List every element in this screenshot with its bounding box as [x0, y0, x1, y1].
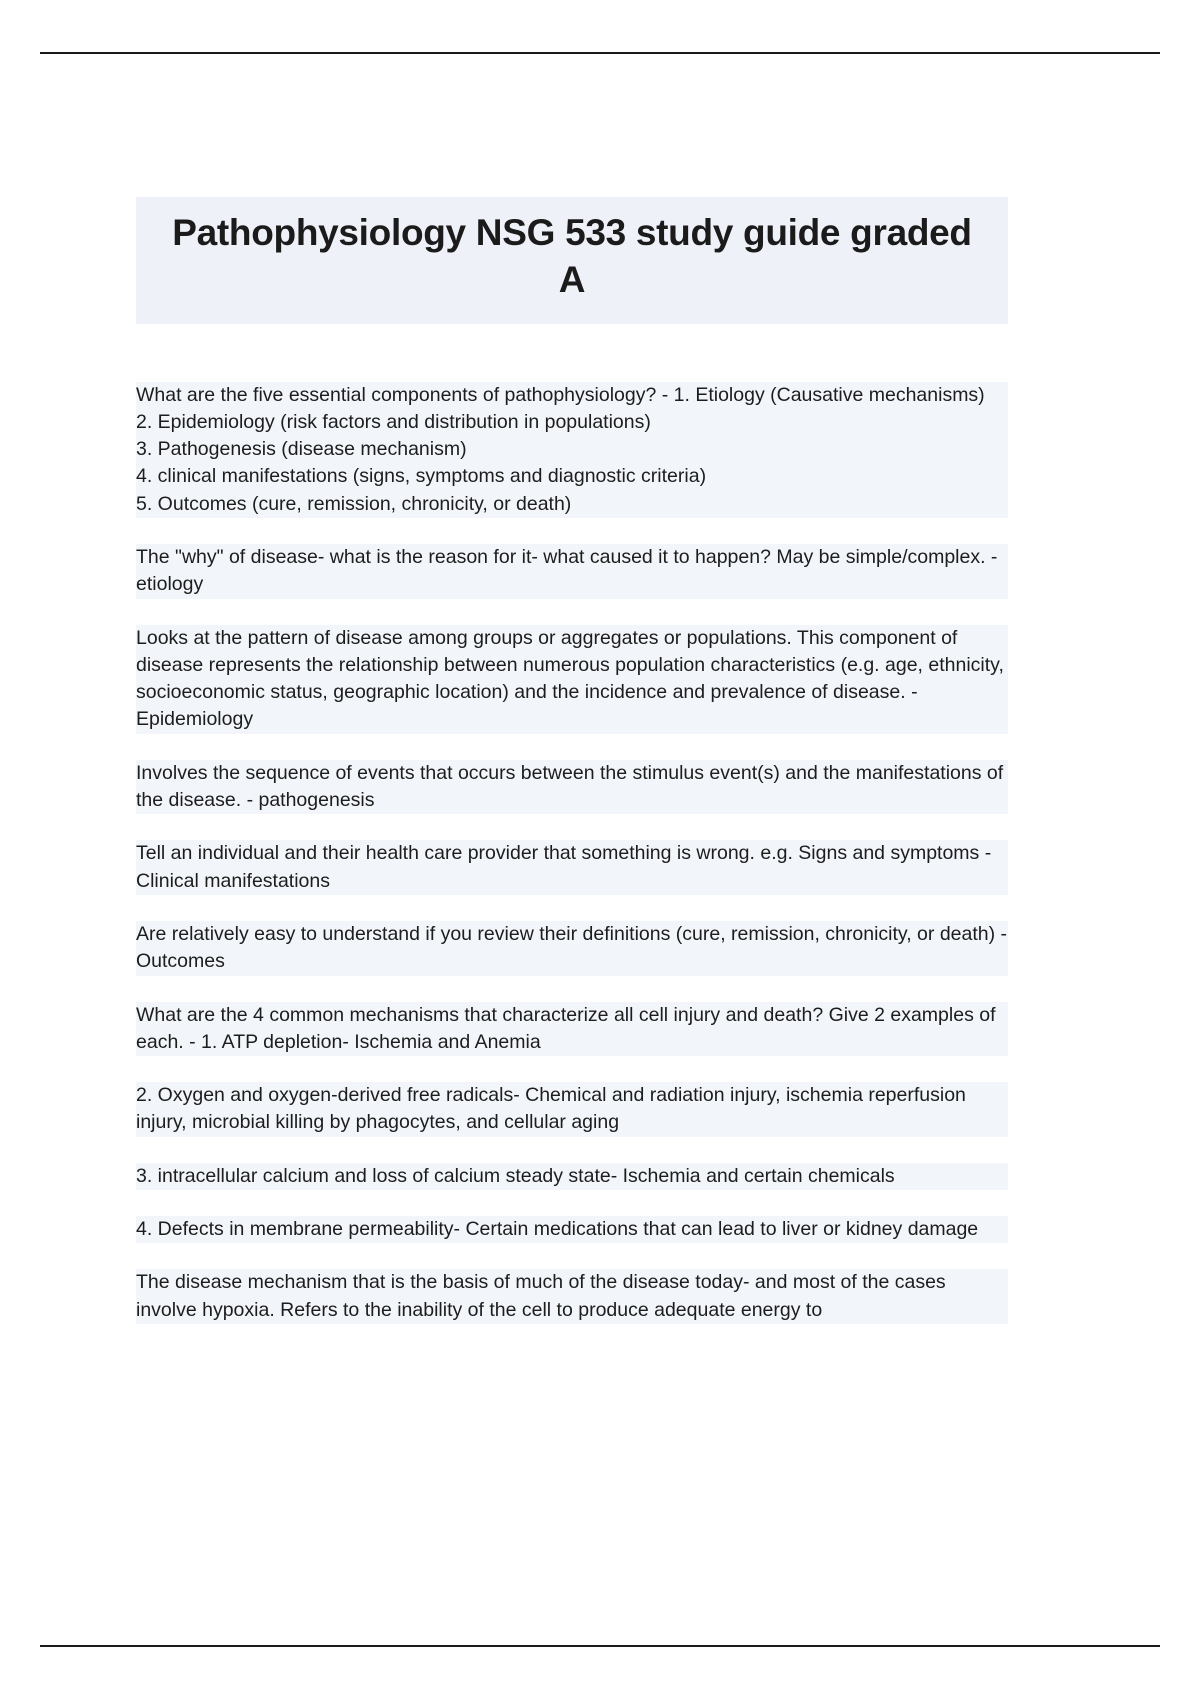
paragraph-7: Looks at the pattern of disease among groups or aggregates or populations. This component of disease represents the relationship between numerous population characteristics (e.g. age, ethnicity, socioeconomic status, geographic location) and the incidence and prevalence of disease. - Epidemiology: [136, 625, 1008, 734]
paragraph-13: 3. intracellular calcium and loss of calcium steady state- Ischemia and certain chemicals: [136, 1163, 1008, 1190]
paragraph-12: 2. Oxygen and oxygen-derived free radicals- Chemical and radiation injury, ischemia reperfusion injury, microbial killing by phagocytes, and cellular aging: [136, 1082, 1008, 1137]
paragraph-1: What are the five essential components of pathophysiology? - 1. Etiology (Causative mechanisms): [136, 382, 1008, 409]
paragraph-3: 3. Pathogenesis (disease mechanism): [136, 436, 1008, 463]
paragraph-8: Involves the sequence of events that occurs between the stimulus event(s) and the manifestations of the disease. - pathogenesis: [136, 760, 1008, 815]
paragraph-4: 4. clinical manifestations (signs, symptoms and diagnostic criteria): [136, 463, 1008, 490]
paragraph-11: What are the 4 common mechanisms that characterize all cell injury and death? Give 2 examples of each. - 1. ATP depletion- Ischemia and Anemia: [136, 1002, 1008, 1057]
page-title: Pathophysiology NSG 533 study guide graded A: [136, 197, 1008, 324]
paragraph-9: Tell an individual and their health care provider that something is wrong. e.g. Signs and symptoms - Clinical manifestations: [136, 840, 1008, 895]
header-divider: [40, 52, 1160, 54]
paragraph-10: Are relatively easy to understand if you review their definitions (cure, remission, chronicity, or death) - Outcomes: [136, 921, 1008, 976]
paragraph-5: 5. Outcomes (cure, remission, chronicity, or death): [136, 491, 1008, 518]
document-content: [136, 172, 1008, 1324]
paragraph-6: The "why" of disease- what is the reason for it- what caused it to happen? May be simple/complex. - etiology: [136, 544, 1008, 599]
paragraph-15: The disease mechanism that is the basis of much of the disease today- and most of the cases involve hypoxia. Refers to the inability of the cell to produce adequate energy to: [136, 1269, 1008, 1324]
document-body: [136, 382, 1008, 1324]
paragraph-14: 4. Defects in membrane permeability- Certain medications that can lead to liver or kidney damage: [136, 1216, 1008, 1243]
paragraph-2: 2. Epidemiology (risk factors and distribution in populations): [136, 409, 1008, 436]
footer-divider: [40, 1645, 1160, 1647]
